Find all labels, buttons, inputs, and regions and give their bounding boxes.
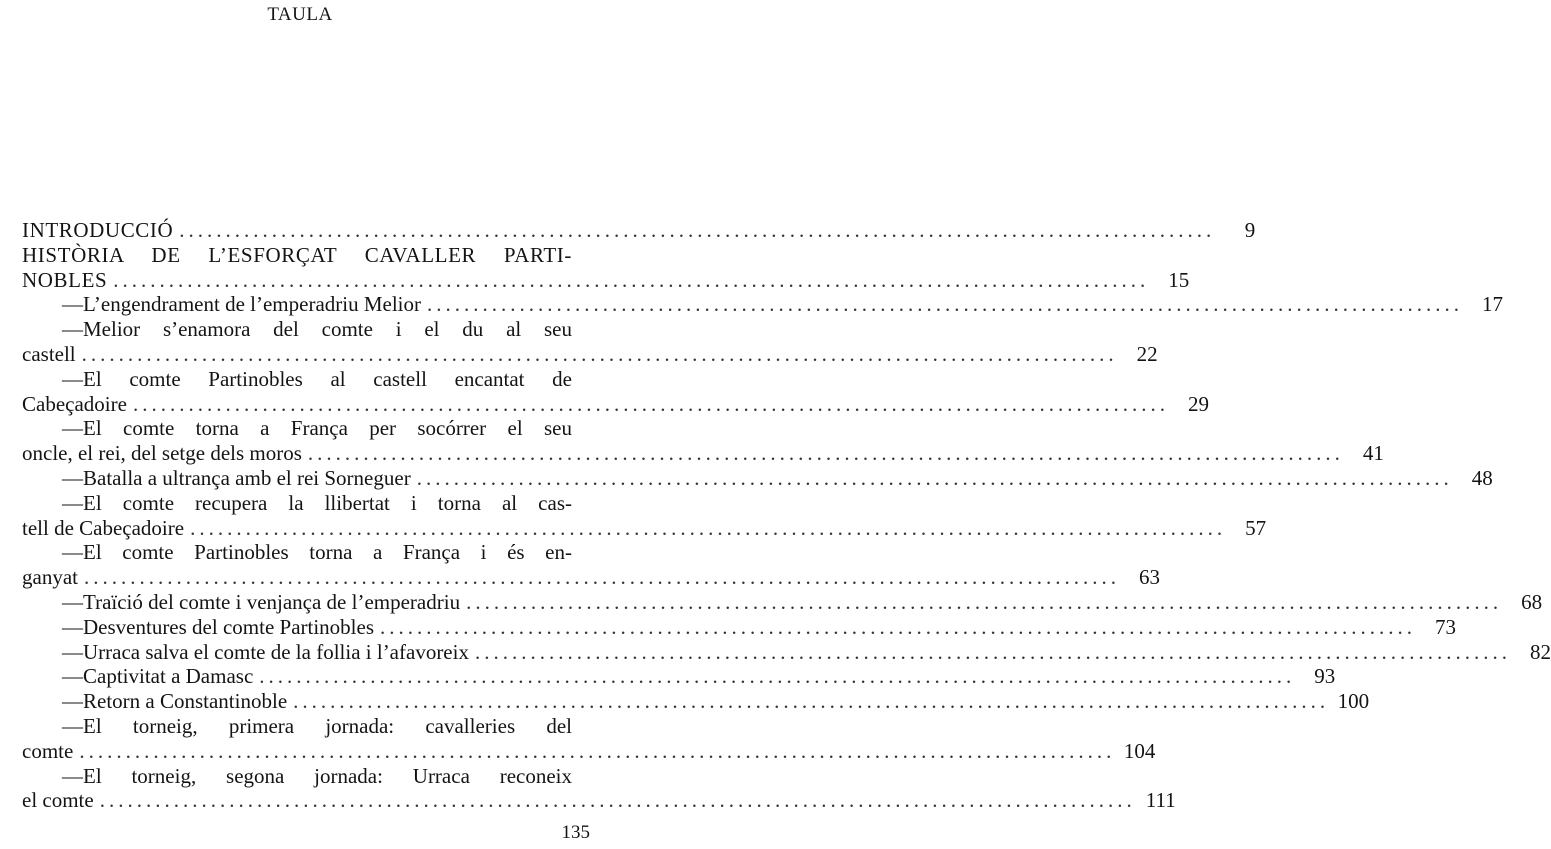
toc-entry-melior [22, 341, 1158, 367]
toc-entry-title: —Captivitat a Damasc [62, 664, 254, 689]
toc-entry-page: 22 [1136, 341, 1158, 366]
toc-entry-title: el comte [22, 788, 94, 813]
toc-entry-urraca-salva [22, 639, 1551, 665]
toc-entry-batalla [22, 465, 1493, 491]
toc-entry-desventures [22, 614, 1457, 640]
toc-entry-title: —Retorn a Constantinoble [62, 689, 288, 714]
dot-leader: ................................................................................................................ [79, 738, 1116, 763]
toc-entry-title: comte [22, 738, 74, 763]
dot-leader: ................................................................................................................ [307, 441, 1344, 466]
toc-entry-castell-encantat-line1: —El comte Partinobles al castell encantat de [62, 366, 572, 391]
dot-leader: ................................................................................................................ [190, 515, 1227, 540]
toc-entry-title: tell de Cabeçadoire [22, 515, 185, 540]
dot-leader: ................................................................................................................ [83, 565, 1120, 590]
toc-entry-page: 82 [1529, 639, 1551, 664]
toc-entry-title: —L’engendrament de l’emperadriu Melior [62, 292, 422, 317]
toc-entry-llibertat-line1: —El comte recupera la llibertat i torna al cas- [62, 490, 572, 515]
toc-entry-page: 48 [1471, 465, 1493, 490]
toc-entry-socorrer [22, 441, 1384, 466]
table-of-contents [22, 218, 1551, 813]
toc-entry-page: 29 [1187, 391, 1209, 416]
toc-entry-title: INTRODUCCIÓ [22, 218, 174, 242]
dot-leader: ................................................................................................................ [466, 589, 1503, 614]
toc-entry-torneig-1-line1: —El torneig, primera jornada: cavalleries del [62, 713, 572, 738]
toc-entry-introduccio [22, 218, 1256, 243]
toc-entry-socorrer-line1: —El comte torna a França per socórrer el seu [62, 416, 572, 441]
dot-leader: ................................................................................................................ [380, 614, 1417, 639]
toc-entry-page: 111 [1145, 788, 1176, 813]
toc-entry-page: 100 [1337, 689, 1370, 714]
toc-entry-engendrament [22, 292, 1504, 317]
toc-entry-enganyat-line1: —El comte Partinobles torna a França i és en- [62, 540, 572, 565]
toc-entry-enganyat [22, 565, 1160, 590]
toc-entry-page: 63 [1138, 565, 1160, 590]
toc-entry-llibertat [22, 515, 1267, 541]
toc-entry-title: oncle, el rei, del setge dels moros [22, 441, 302, 466]
toc-entry-title: —Urraca salva el comte de la follia i l’afavoreix [62, 639, 469, 664]
toc-entry-traicio [22, 589, 1543, 615]
page-title: TAULA [267, 4, 333, 25]
toc-entry-title: castell [22, 341, 76, 366]
toc-entry-page: 41 [1362, 441, 1384, 466]
toc-entry-title: —Traïció del comte i venjança de l’emperadriu [62, 589, 461, 614]
toc-entry-page: 57 [1245, 515, 1267, 540]
toc-entry-page: 68 [1521, 589, 1543, 614]
dot-leader: ................................................................................................................ [81, 341, 1118, 366]
toc-entry-torneig-1 [22, 738, 1156, 764]
toc-entry-page: 93 [1314, 664, 1336, 689]
toc-entry-page: 9 [1244, 218, 1256, 242]
toc-entry-title: —Desventures del comte Partinobles [62, 614, 375, 639]
toc-entry-title: NOBLES [22, 267, 108, 292]
toc-entry-title: —Batalla a ultrança amb el rei Sorneguer [62, 465, 411, 490]
dot-leader: ................................................................................................................ [99, 788, 1136, 813]
toc-entry-historia-line1: HISTÒRIA DE L’ESFORÇAT CAVALLER PARTI- [22, 242, 572, 267]
toc-entry-page: 104 [1123, 738, 1156, 763]
dot-leader: ................................................................................................................ [416, 465, 1453, 490]
toc-entry-captivitat [22, 664, 1336, 689]
toc-entry-page: 73 [1435, 614, 1457, 639]
toc-entry-retorn [22, 689, 1370, 714]
dot-leader: ................................................................................................................ [293, 689, 1330, 714]
toc-entry-melior-line1: —Melior s’enamora del comte i el du al seu [62, 317, 572, 342]
dot-leader: ................................................................................................................ [132, 391, 1169, 416]
toc-entry-castell-encantat [22, 391, 1209, 417]
toc-entry-torneig-2 [22, 788, 1176, 813]
page-number: 135 [561, 822, 590, 843]
toc-entry-title: Cabeçadoire [22, 391, 127, 416]
toc-entry-torneig-2-line1: —El torneig, segona jornada: Urraca reconeix [62, 763, 572, 788]
dot-leader: ................................................................................................................ [259, 664, 1296, 689]
dot-leader: ................................................................................................................ [179, 218, 1216, 242]
dot-leader: ................................................................................................................ [427, 292, 1464, 317]
toc-entry-page: 15 [1168, 267, 1190, 292]
toc-entry-page: 17 [1482, 292, 1504, 317]
toc-entry-title: ganyat [22, 565, 78, 590]
dot-leader: ................................................................................................................ [474, 639, 1511, 664]
toc-entry-historia [22, 267, 1190, 293]
dot-leader: ................................................................................................................ [113, 267, 1150, 292]
